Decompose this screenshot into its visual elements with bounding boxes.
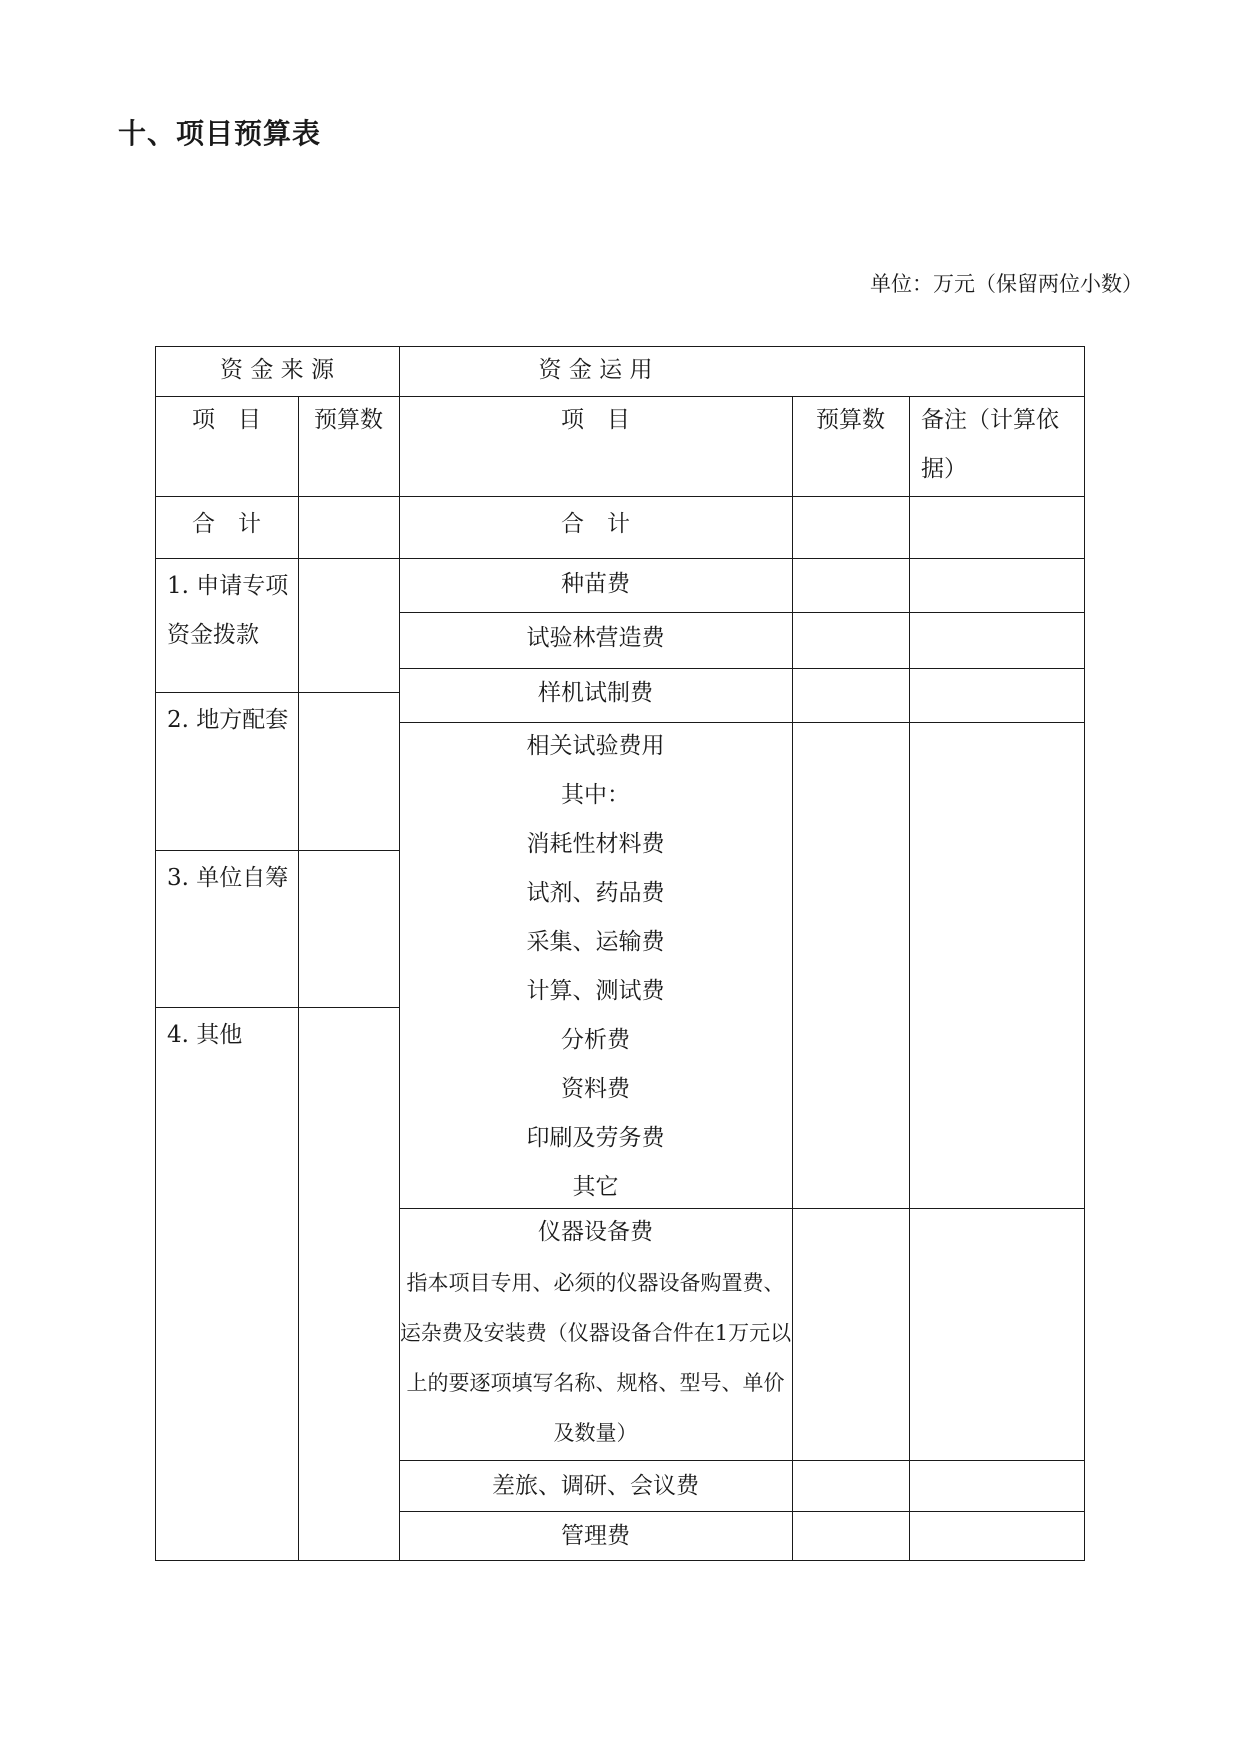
use-item-management: 管理费: [561, 1523, 630, 1549]
equipment-description-line: 及数量）: [553, 1421, 638, 1445]
row-line: [155, 692, 399, 693]
total-source-label: 合 计: [192, 511, 261, 537]
header-use-item: 项 目: [561, 407, 630, 433]
use-subitem: 印刷及劳务费: [526, 1125, 665, 1151]
use-subitem: 计算、测试费: [526, 978, 665, 1004]
row-line: [155, 558, 1085, 559]
header-funding-use: 资 金 运 用: [538, 357, 653, 383]
unit-note: 单位：万元（保留两位小数）: [870, 272, 1143, 296]
row-line: [155, 850, 399, 851]
use-item-travel: 差旅、调研、会议费: [492, 1473, 699, 1499]
header-remark-line2: 据）: [921, 456, 967, 482]
budget-table: [155, 346, 1085, 1561]
use-subitem: 消耗性材料费: [526, 831, 665, 857]
use-item-seedling: 种苗费: [561, 571, 630, 597]
source-item-local: 2. 地方配套: [167, 707, 289, 733]
use-subitem: 分析费: [561, 1027, 630, 1053]
use-subitem: 资料费: [561, 1076, 630, 1102]
table-border-right: [1084, 346, 1085, 1561]
use-item-equipment: 仪器设备费: [538, 1219, 653, 1245]
use-subitem: 试剂、药品费: [526, 880, 665, 906]
use-subitem: 其中：: [561, 782, 630, 808]
use-subitem: 其它: [572, 1174, 619, 1200]
use-item-test-forest: 试验林营造费: [526, 625, 665, 651]
page-title: 十、项目预算表: [118, 117, 322, 150]
header-remark-line1: 备注（计算依: [921, 407, 1059, 433]
source-item-other: 4. 其他: [167, 1022, 243, 1048]
equipment-description-line: 上的要逐项填写名称、规格、型号、单价: [406, 1371, 785, 1395]
total-use-label: 合 计: [561, 511, 630, 537]
col-line: [909, 396, 910, 1561]
use-item-experiments: 相关试验费用: [526, 733, 665, 759]
col-line: [792, 396, 793, 1561]
col-line: [298, 396, 299, 1561]
source-item-special-line1: 1. 申请专项: [167, 573, 289, 599]
source-item-special-line2: 资金拨款: [167, 622, 259, 648]
row-line: [399, 1460, 1085, 1461]
header-use-budget: 预算数: [816, 407, 885, 433]
row-line: [155, 1007, 399, 1008]
use-subitem: 采集、运输费: [526, 929, 665, 955]
header-source-item: 项 目: [192, 407, 261, 433]
use-item-prototype: 样机试制费: [538, 680, 653, 706]
source-item-self: 3. 单位自筹: [167, 865, 289, 891]
row-line: [399, 612, 1085, 613]
equipment-description-line: 指本项目专用、必须的仪器设备购置费、: [406, 1271, 785, 1295]
header-source-budget: 预算数: [314, 407, 383, 433]
equipment-description-line: 运杂费及安装费（仪器设备合件在1万元以: [399, 1321, 792, 1345]
row-line: [155, 496, 1085, 497]
header-funding-source: 资 金 来 源: [220, 357, 334, 383]
